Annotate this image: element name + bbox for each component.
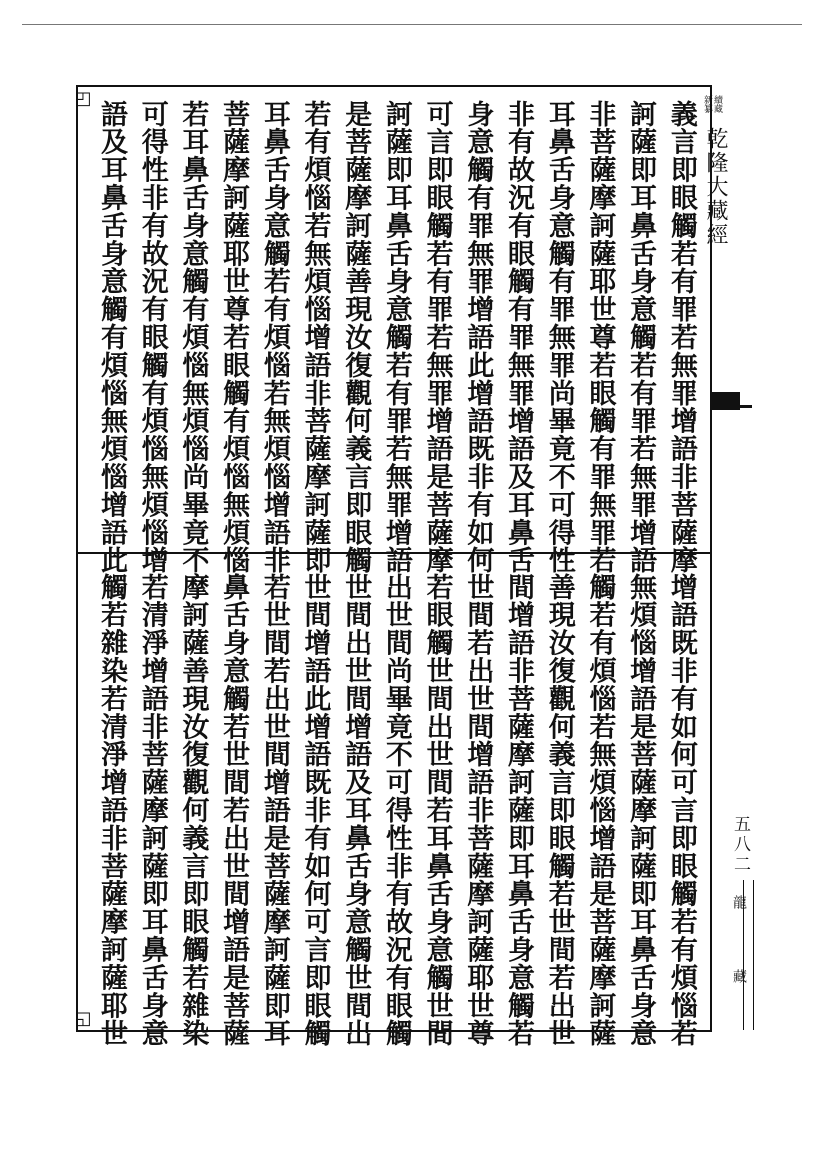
text-column: 間增語非菩薩摩訶薩即耳鼻舌身意觸若 bbox=[503, 573, 535, 1048]
text-column: 若世間若出世間增語是菩薩摩訶薩即耳 bbox=[258, 573, 290, 1048]
text-column: 身意觸有罪無罪增語此增語既非有如何 bbox=[462, 100, 494, 575]
page-number: 五八二 bbox=[730, 815, 750, 875]
edition-mark: 龍 藏 bbox=[731, 895, 747, 1005]
header-title: 乾隆大藏經 bbox=[703, 127, 728, 247]
text-column: 若有煩惱若無煩惱增語非菩薩摩訶薩即 bbox=[299, 100, 331, 575]
text-column: 非菩薩摩訶薩耶世尊若眼觸有罪無罪若 bbox=[584, 100, 616, 575]
text-column: 若耳鼻舌身意觸有煩惱無煩惱尚畢竟不 bbox=[177, 100, 209, 575]
text-column: 非有故況有眼觸有罪無罪增語及耳鼻舌 bbox=[503, 100, 535, 575]
text-column: 世間增語此增語既非有如何可言即眼觸 bbox=[299, 573, 331, 1048]
text-column: 摩訶薩善現汝復觀何義言即眼觸若雜染 bbox=[177, 573, 209, 1048]
text-column: 語及耳鼻舌身意觸有煩惱無煩惱增語此 bbox=[96, 100, 127, 575]
text-column: 世間若出世間增語非菩薩摩訶薩耶世尊 bbox=[462, 573, 494, 1048]
text-column: 訶薩即耳鼻舌身意觸若有罪若無罪增語 bbox=[625, 100, 657, 575]
text-column: 出世間尚畢竟不可得性非有故況有眼觸 bbox=[380, 573, 412, 1048]
text-column: 義言即眼觸若有罪若無罪增語非菩薩摩 bbox=[665, 100, 697, 575]
text-column: 增語既非有如何可言即眼觸若有煩惱若 bbox=[665, 573, 697, 1048]
upper-text-panel bbox=[96, 100, 697, 575]
text-column: 可得性非有故況有眼觸有煩惱無煩惱增 bbox=[136, 100, 168, 575]
text-column: 鼻舌身意觸若世間若出世間增語是菩薩 bbox=[218, 573, 250, 1048]
top-rule bbox=[22, 24, 802, 25]
lower-text-panel bbox=[96, 573, 697, 1048]
header-small-right: 續藏 bbox=[712, 95, 722, 113]
corner-ornament-bottom-left: ◱ bbox=[74, 1008, 92, 1029]
text-column: 菩薩摩訶薩耶世尊若眼觸有煩惱無煩惱 bbox=[218, 100, 250, 575]
header-small-left: 新纂 bbox=[702, 95, 712, 113]
corner-ornament-top-left: ◰ bbox=[74, 88, 92, 109]
text-column: 善現汝復觀何義言即眼觸若世間若出世 bbox=[543, 573, 575, 1048]
bookmark-line bbox=[712, 405, 752, 408]
text-column: 無煩惱增語是菩薩摩訶薩即耳鼻舌身意 bbox=[625, 573, 657, 1048]
text-column: 耳鼻舌身意觸若有煩惱若無煩惱增語非 bbox=[258, 100, 290, 575]
text-column: 若眼觸世間出世間若耳鼻舌身意觸世間 bbox=[421, 573, 453, 1048]
text-column: 觸若雜染若清淨增語非菩薩摩訶薩耶世 bbox=[96, 573, 127, 1048]
text-column: 若清淨增語非菩薩摩訶薩即耳鼻舌身意 bbox=[136, 573, 168, 1048]
text-column: 是菩薩摩訶薩善現汝復觀何義言即眼觸 bbox=[340, 100, 372, 575]
text-column: 世間出世間增語及耳鼻舌身意觸世間出 bbox=[340, 573, 372, 1048]
text-column: 耳鼻舌身意觸有罪無罪尚畢竟不可得性 bbox=[543, 100, 575, 575]
text-column: 觸若有煩惱若無煩惱增語是菩薩摩訶薩 bbox=[584, 573, 616, 1048]
text-column: 訶薩即耳鼻舌身意觸若有罪若無罪增語 bbox=[380, 100, 412, 575]
margin-rule-right bbox=[753, 880, 754, 1030]
page-header bbox=[700, 95, 726, 315]
text-column: 可言即眼觸若有罪若無罪增語是菩薩摩 bbox=[421, 100, 453, 575]
